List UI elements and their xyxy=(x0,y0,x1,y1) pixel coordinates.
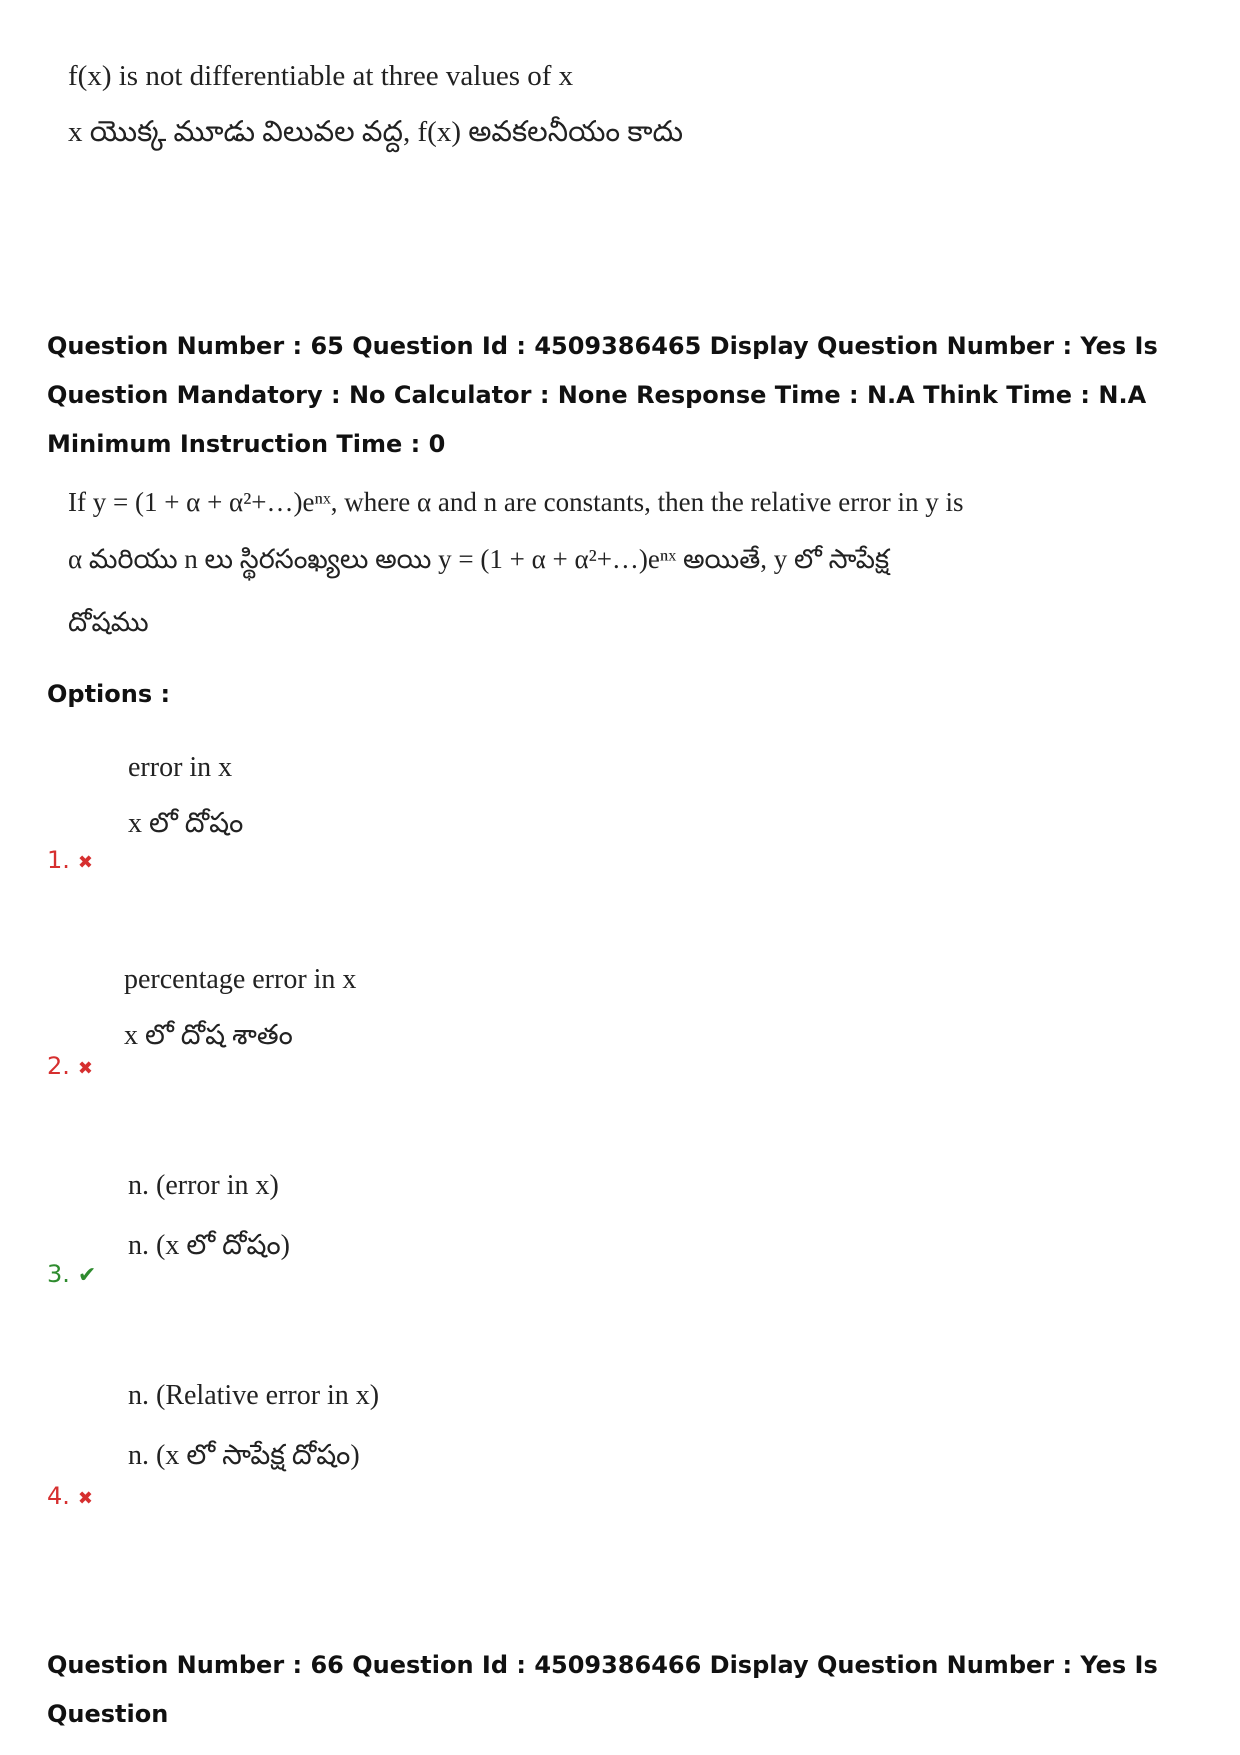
option-2-english: percentage error in x xyxy=(124,964,357,995)
option-1-telugu: x లో దోషం xyxy=(128,808,244,839)
question-65-text-english: If y = (1 + α + α²+…)eⁿˣ, where α and n are constants, then the relative error in y is xyxy=(68,487,964,517)
options-label: Options : xyxy=(47,680,171,708)
option-3-english: n. (error in x) xyxy=(128,1170,279,1201)
question-66-meta: Question Number : 66 Question Id : 4509386466 Display Question Number : Yes Is Question xyxy=(47,1651,1158,1728)
option-1-number xyxy=(47,846,93,874)
wrong-mark-icon: ✖ xyxy=(77,1058,93,1079)
option-1-english: error in x xyxy=(128,752,233,783)
option-3-telugu: n. (x లో దోషం) xyxy=(128,1230,290,1261)
option-4-telugu: n. (x లో సాపేక్ష దోషం) xyxy=(128,1440,360,1471)
option-4-english: n. (Relative error in x) xyxy=(128,1380,380,1411)
option-2-telugu: x లో దోష శాతం xyxy=(124,1020,293,1051)
previous-answer-telugu: x యొక్క మూడు విలువల వద్ద, f(x) అవకలనీయం కాదు xyxy=(68,116,684,148)
option-3-number xyxy=(47,1260,96,1288)
check-mark-icon: ✔ xyxy=(77,1263,97,1288)
option-2-label: 2. xyxy=(47,1052,70,1080)
option-3-label: 3. xyxy=(47,1260,70,1288)
question-65-text-telugu-line1: α మరియు n లు స్థిరసంఖ్యలు అయి y = (1 + α + α²+…)eⁿˣ అయితే, y లో సాపేక్ష xyxy=(68,544,890,574)
option-2-number xyxy=(47,1052,93,1080)
question-65-text-telugu-line2: దోషము xyxy=(68,607,149,637)
question-65-meta: Question Number : 65 Question Id : 4509386465 Display Question Number : Yes Is Question Mandatory : No Calculator : None Response Time : N.A Think Time : N.A Minimum Instruction Time : 0 xyxy=(47,332,1158,458)
previous-answer-english: f(x) is not differentiable at three values of x xyxy=(68,60,574,92)
wrong-mark-icon: ✖ xyxy=(77,1488,93,1509)
wrong-mark-icon: ✖ xyxy=(77,852,93,873)
option-4-label: 4. xyxy=(47,1482,70,1510)
option-4-number xyxy=(47,1482,93,1510)
option-1-label: 1. xyxy=(47,846,70,874)
